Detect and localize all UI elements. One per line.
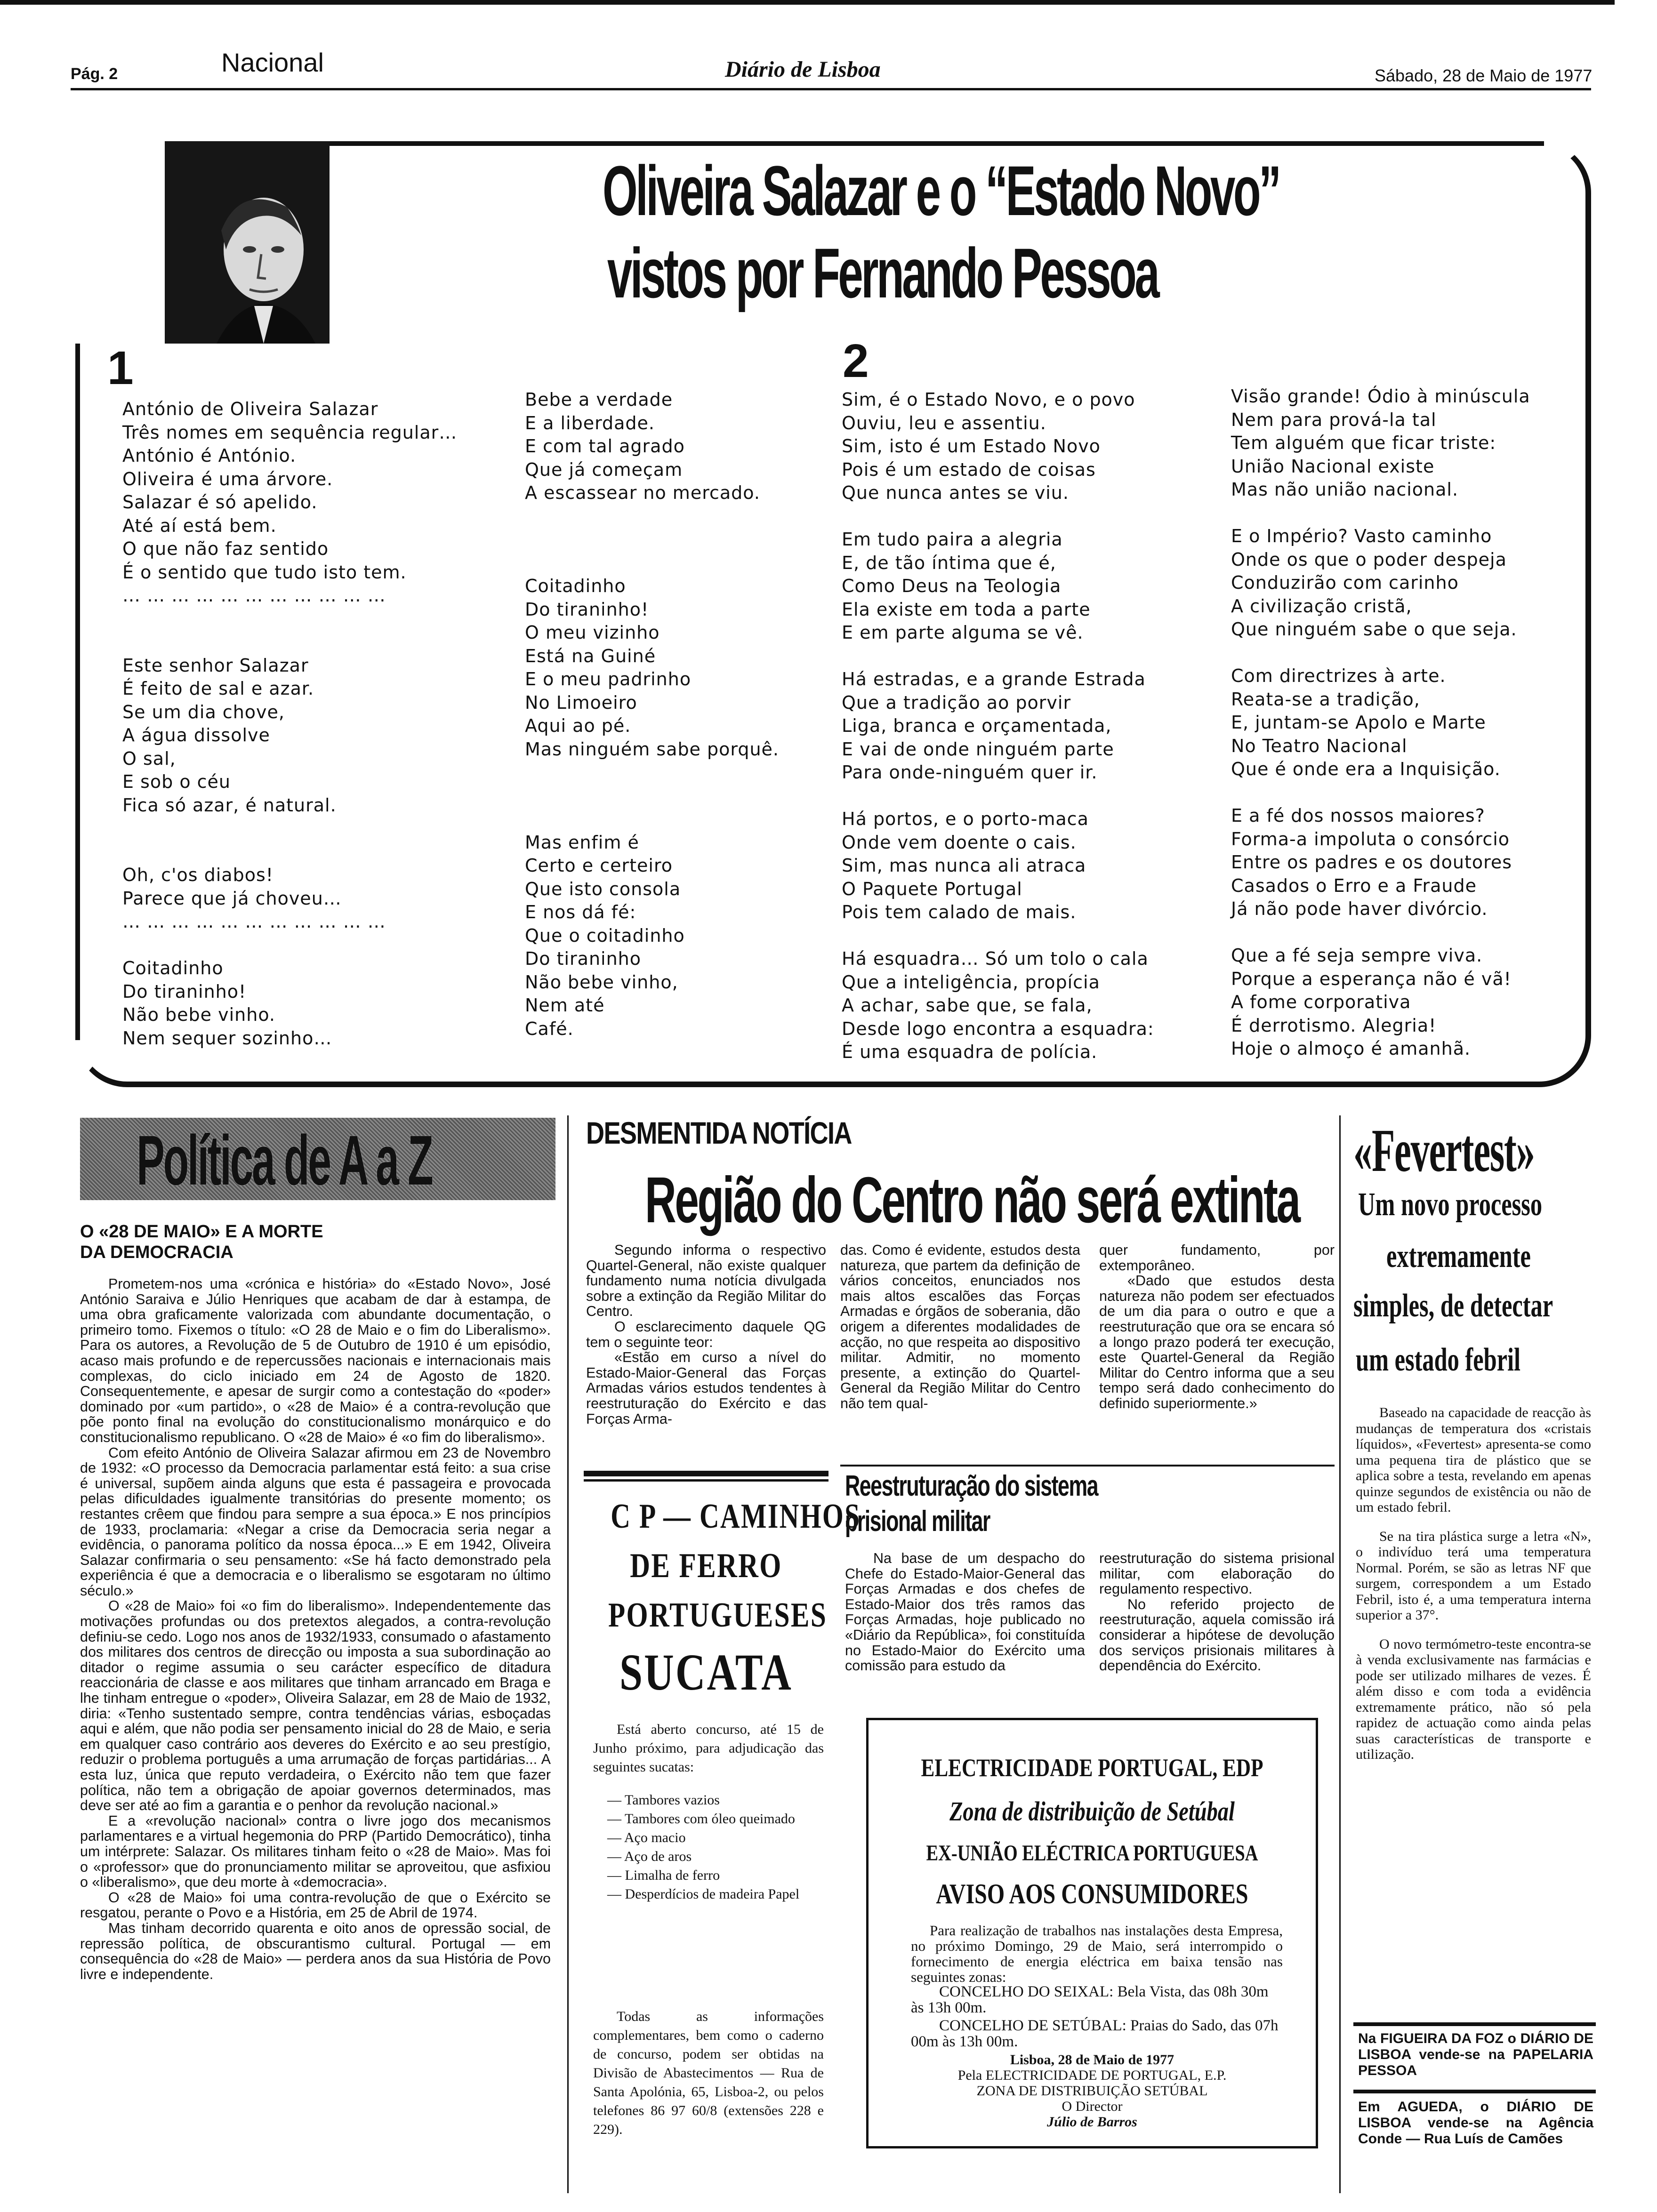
- poem-line: Mas não união nacional.: [1231, 479, 1459, 500]
- cp-line-3: PORTUGUESES: [608, 1596, 828, 1635]
- poem-line: Este senhor Salazar: [122, 655, 309, 676]
- poem-line: No Teatro Nacional: [1231, 735, 1408, 756]
- paragraph: Segundo informa o respectivo Quartel-General, não existe qualquer fundamento numa notícia divulgada sobre a extinção da Região Militar do Centro.: [586, 1242, 826, 1320]
- reestruturacao-col2: [1099, 1551, 1335, 1674]
- edp-signature-1: Lisboa, 28 de Maio de 1977: [1010, 2052, 1174, 2068]
- cp-item: — Tambores com óleo queimado: [607, 1811, 795, 1827]
- poem-line: Onde vem doente o cais.: [842, 832, 1077, 853]
- poem-line: O Paquete Portugal: [842, 878, 1022, 899]
- poem-line: Aqui ao pé.: [525, 715, 631, 736]
- poem-line: Bebe a verdade: [525, 389, 673, 410]
- poem-line: E o meu padrinho: [525, 669, 692, 689]
- az-headline-line2: DA DEMOCRACIA: [80, 1242, 233, 1262]
- poem-line: A civilização cristã,: [1231, 595, 1412, 617]
- poem-line: Café.: [525, 1018, 574, 1039]
- fevertest-sub-2: extremamente: [1386, 1238, 1531, 1274]
- poem-line: Que já começam: [525, 459, 683, 480]
- poem-line: Nem sequer sozinho…: [122, 1027, 332, 1049]
- poem-column-2: [525, 388, 779, 1041]
- fevertest-p2: Se na tira plástica surge a letra «N», o indivíduo terá uma temperatura Normal. Porém, se são as letras NF que surgem, correspondem a um Estado Febril, isto é, a uma temperatura interna superior a 37°.: [1356, 1528, 1591, 1623]
- cp-line-1: C P — CAMINHOS: [611, 1497, 861, 1536]
- poem-line: É o sentido que tudo isto tem.: [122, 561, 407, 583]
- salazar-portrait: [165, 141, 330, 344]
- edp-ad: [866, 1718, 1318, 2148]
- poem-line: Desde logo encontra a esquadra:: [842, 1018, 1154, 1039]
- poem-line: No Limoeiro: [525, 692, 637, 713]
- part-one-number: 1: [107, 342, 134, 394]
- poem-line: [1231, 502, 1530, 525]
- az-headline-line1: O «28 DE MAIO» E A MORTE: [80, 1222, 323, 1242]
- poem-line: … … … … … … … … … … …: [122, 585, 386, 606]
- fevertest-sub-4: um estado febril: [1356, 1342, 1520, 1378]
- poem-line: Há portos, e o porto-maca: [842, 809, 1089, 829]
- poem-line: Há estradas, e a grande Estrada: [842, 669, 1146, 689]
- fevertest-title: «Fevertest»: [1353, 1117, 1535, 1185]
- poem-line: Está na Guiné: [525, 645, 656, 666]
- edp-signature-3: ZONA DE DISTRIBUIÇÃO SETÚBAL: [976, 2083, 1208, 2099]
- poem-line: [842, 645, 1154, 668]
- page-number: Pág. 2: [71, 65, 118, 83]
- cp-items-list: [607, 1791, 824, 1904]
- edp-body: Para realização de trabalhos nas instalações desta Empresa, no próximo Domingo, 29 de Maio, será interrompido o fornecimento de energia eléctrica em baixa tensão nas seguintes zonas:: [911, 1922, 1283, 1985]
- feature-title-line2: vistos por Fernando Pessoa: [607, 233, 1158, 313]
- poem-line: Não bebe vinho,: [525, 971, 678, 993]
- poem-line: [525, 505, 779, 529]
- poem-line: Conduzirão com carinho: [1231, 572, 1459, 593]
- poem-line: E vai de onde ninguém parte: [842, 738, 1114, 760]
- top-rule: [0, 0, 1615, 5]
- edp-line-1: ELECTRICIDADE PORTUGAL, EDP: [921, 1754, 1263, 1782]
- poem-line: Que a fé seja sempre viva.: [1231, 945, 1483, 966]
- poem-line: Há esquadra… Só um tolo o cala: [842, 948, 1149, 969]
- poem-line: [842, 505, 1154, 529]
- paragraph: Prometem-nos uma «crónica e história» do «Estado Novo», José António Saraiva e Júlio Henriques que acabam de dar à estampa, de uma obra graficamente valorizada com abundante documentação, o primeiro tomo. Fixemos o título: «O 28 de Maio e o fim do Liberalismo». Para os autores, a Revolução de 5 de Outubro de 1910 é um episódio, acaso mais profundo e de repercussões nacionais e internacionais mais complexas, do ciclo iniciado em 24 de Agosto de 1820. Consequentemente, e apesar de surgir como a contestação do «poder» dominado por «um partido», o «28 de Maio» é a contra-revolução que põe ponto final na evolução do constitucionalismo monárquico e do constitucionalismo republicano. O «28 de Maio» é «o fim do liberalismo».: [80, 1276, 551, 1445]
- reestruturacao-top-rule: [840, 1465, 1335, 1467]
- column-divider-left: [567, 1115, 569, 2193]
- header-rule: [71, 88, 1591, 90]
- poem-line: [1231, 641, 1530, 665]
- poem-line: Salazar é só apelido.: [122, 492, 318, 513]
- poem-line: António é António.: [122, 445, 297, 466]
- poem-line: [1231, 921, 1530, 945]
- poem-line: Ela existe em toda a parte: [842, 599, 1091, 620]
- poem-line: É feito de sal e azar.: [122, 678, 314, 699]
- poem-line: Pois é um estado de coisas: [842, 459, 1096, 480]
- poem-line: E, de tão íntima que é,: [842, 552, 1056, 573]
- poem-line: [122, 608, 457, 631]
- reestruturacao-col2-p2: No referido projecto de reestruturação, aquela comissão irá considerar a hipótese de devolução dos serviços prisionais militares à dependência do Exército.: [1099, 1596, 1335, 1674]
- poem-line: Coitadinho: [122, 958, 224, 978]
- poem-line: [122, 934, 457, 957]
- az-banner: [80, 1118, 555, 1200]
- poem-line: E o Império? Vasto caminho: [1231, 526, 1492, 546]
- poem-line: Mas ninguém sabe porquê.: [525, 738, 780, 760]
- fevertest-body: [1356, 1405, 1591, 1763]
- poem-line: António de Oliveira Salazar: [122, 399, 378, 419]
- poem-line: E sob o céu: [122, 771, 231, 792]
- poem-line: Sim, mas nunca ali atraca: [842, 855, 1086, 876]
- poem-column-1: [122, 398, 457, 1050]
- poem-line: [122, 817, 457, 841]
- poem-line: [525, 761, 779, 785]
- poem-line: Como Deus na Teologia: [842, 576, 1062, 596]
- section-name: Nacional: [221, 48, 324, 77]
- poem-line: [525, 528, 779, 552]
- poem-line: Pois tem calado de mais.: [842, 902, 1077, 922]
- poem-line: O meu vizinho: [525, 622, 660, 643]
- poem-line: [842, 785, 1154, 808]
- poem-line: [525, 808, 779, 831]
- poem-line: E com tal agrado: [525, 436, 685, 457]
- poem-line: Hoje o almoço é amanhã.: [1231, 1038, 1471, 1059]
- poem-line: Coitadinho: [525, 576, 626, 596]
- poem-line: É derrotismo. Alegria!: [1231, 1015, 1437, 1036]
- cp-line-2: DE FERRO: [630, 1547, 782, 1585]
- reestruturacao-headline-1: Reestruturação do sistema: [845, 1470, 1098, 1502]
- poem-line: Onde os que o poder despeja: [1231, 549, 1507, 570]
- poem-line: Já não pode haver divórcio.: [1231, 898, 1488, 919]
- poem-line: Entre os padres e os doutores: [1231, 852, 1512, 873]
- cp-ad: [584, 1471, 861, 2191]
- poem-line: Oh, c'os diabos!: [122, 865, 273, 885]
- poem-line: Que a tradição ao porvir: [842, 692, 1071, 713]
- cp-item: — Desperdícios de madeira Papel: [607, 1886, 800, 1902]
- fevertest-box-rule-1: [1353, 2022, 1596, 2026]
- poem-line: Visão grande! Ódio à minúscula: [1231, 386, 1530, 407]
- edp-signature-4: O Director: [1062, 2099, 1123, 2114]
- page-header: [0, 0, 1657, 94]
- poem-line: A água dissolve: [122, 725, 270, 745]
- poem-line: E em parte alguma se vê.: [842, 622, 1084, 643]
- poem-line: O que não faz sentido: [122, 538, 329, 559]
- poem-line: Casados o Erro e a Fraude: [1231, 875, 1477, 896]
- poem-line: [525, 552, 779, 575]
- reestruturacao-col1: [845, 1551, 1085, 1674]
- reestruturacao-col1-text: Na base de um despacho do Chefe do Estado-Maior-General das Forças Armadas e dos chefes de Estado-Maior dos três ramos das Forças Armadas, hoje publicado no «Diário da República», foi constituída no Estado-Maior do Exército uma comissão para estudo da: [845, 1550, 1085, 1674]
- poem-line: [122, 631, 457, 654]
- fevertest-box-rule-2: [1353, 2090, 1596, 2093]
- feature-title-line1: Oliveira Salazar e o “Estado Novo”: [603, 151, 1279, 230]
- poem-line: Reata-se a tradição,: [1231, 689, 1420, 710]
- cp-item: — Aço macio: [607, 1830, 686, 1845]
- paragraph: das. Como é evidente, estudos desta natureza, que partem da definição de vários conceitos, enunciados nos mais altos escalões das Forças Armadas e órgãos de soberania, dão origem a diferentes modalidades de acção, no que respeita ao dispositivo militar. Admitir, no momento presente, a extinção do Quartel-General da Região Militar do Centro não tem qual-: [840, 1242, 1080, 1411]
- poem-line: Tem alguém que ficar triste:: [1231, 433, 1496, 453]
- edp-signature-5: Júlio de Barros: [1047, 2114, 1137, 2130]
- paragraph: Com efeito António de Oliveira Salazar afirmou em 23 de Novembro de 1932: «O processo da Democracia parlamentar está feito: a sua crise é universal, supõem ainda alguns que esta é passageira e provocada pelas dificuldades igualmente transitórias do presente momento; os restantes crêem que findou para sempre a sua época.» E nos princípios de 1933, proclamaria: «Negar a crise da Democracia seria negar a evidência, o panorama político da nossa época...» E em 1942, Oliveira Salazar confirmaria o seu pensamento: «Se há facto demonstrado pela experiência é que a democracia e o liberalismo se esgotaram no último século.»: [80, 1444, 551, 1599]
- poem-line: Fica só azar, é natural.: [122, 794, 337, 816]
- paragraph: «Dado que estudos desta natureza não podem ser efectuados de um dia para o outro e que a reestruturação que ora se encara só a longo prazo poderá ter execução, este Quartel-General da Região Militar do Centro informa que a seu tempo será dado conhecimento do definido superiormente.»: [1099, 1273, 1335, 1411]
- portrait-svg: [165, 141, 330, 344]
- part-two-number: 2: [843, 335, 869, 387]
- fevertest-p1: Baseado na capacidade de reacção às mudanças de temperatura dos «cristais líquidos», «Fevertest» apresenta-se como uma pequena tira de plástico que se aplica sobre a testa, revelando em apenas quinze segundos de existência ou não de um estado febril.: [1356, 1405, 1591, 1515]
- poem-line: É uma esquadra de polícia.: [842, 1042, 1098, 1062]
- issue-date: Sábado, 28 de Maio de 1977: [1375, 66, 1593, 85]
- poem-line: Mas enfim é: [525, 832, 639, 853]
- edp-zone-1: CONCELHO DO SEIXAL: Bela Vista, das 08h 30m às 13h 00m.: [911, 1983, 1269, 2016]
- cp-item: — Aço de aros: [607, 1849, 692, 1864]
- poem-line: Que nunca antes se viu.: [842, 482, 1069, 503]
- poem-line: Se um dia chove,: [122, 701, 285, 722]
- poem-line: Que o coitadinho: [525, 925, 685, 946]
- poem-line: … … … … … … … … … … …: [122, 911, 386, 932]
- poem-line: Do tiraninho: [525, 948, 642, 969]
- cp-item: — Limalha de ferro: [607, 1867, 720, 1883]
- az-banner-text: Política de A a Z: [137, 1121, 432, 1200]
- desmentida-column-1: [586, 1242, 826, 1427]
- poem-line: Três nomes em sequência regular…: [122, 422, 458, 443]
- poem-line: [842, 924, 1154, 948]
- edp-line-3: EX-UNIÃO ELÉCTRICA PORTUGUESA: [926, 1841, 1258, 1866]
- cp-footer: Todas as informações complementares, bem como o caderno de concurso, podem ser obtidas na Divisão de Abastecimentos — Rua de Santa Apolónia, 65, Lisboa-2, ou pelos telefones 86 97 60/8 (extensões 228 e 229).: [593, 2009, 824, 2137]
- poem-line: [1231, 781, 1530, 805]
- poem-line: Ouviu, leu e assentiu.: [842, 412, 1046, 433]
- paragraph: «Estão em curso a nível do Estado-Maior-General das Forças Armadas vários estudos tendentes à reestruturação do Exército e das Forças Arma-: [586, 1349, 826, 1427]
- poem-line: Porque a esperança não é vã!: [1231, 968, 1512, 989]
- poem-line: E a fé dos nossos maiores?: [1231, 805, 1485, 826]
- fevertest-sub-1: Um novo processo: [1358, 1186, 1543, 1223]
- edp-line-4: AVISO AOS CONSUMIDORES: [936, 1878, 1248, 1909]
- agueda-box: Em AGUEDA, o DIÁRIO DE LISBOA vende-se na Agência Conde — Rua Luís de Camões: [1358, 2099, 1593, 2147]
- poem-line: Forma-a impoluta o consórcio: [1231, 828, 1510, 850]
- poem-line: Que a inteligência, propícia: [842, 971, 1100, 993]
- cp-ad-top-rule-2: [584, 1479, 828, 1482]
- fevertest-sub-3: simples, de detectar: [1353, 1288, 1553, 1324]
- desmentida-column-3: [1099, 1242, 1335, 1411]
- paragraph: Mas tinham decorrido quarenta e oito anos de opressão social, de repressão política, de obscurantismo cultural. Portugal — em consequência do «28 de Maio» — perdera anos da sua História de Povo livre e independente.: [80, 1920, 551, 1982]
- poem-line: Liga, branca e orçamentada,: [842, 715, 1112, 736]
- paragraph: O «28 de Maio» foi uma contra-revolução de que o Exército se resgatou, perante o Povo e a História, em 25 de Abril de 1974.: [80, 1889, 551, 1921]
- reestruturacao-col2-p1: reestruturação do sistema prisional militar, com elaboração do regulamento respectivo.: [1099, 1550, 1335, 1597]
- paragraph: O esclarecimento daquele QG tem o seguinte teor:: [586, 1318, 826, 1350]
- poem-line: Nem até: [525, 995, 605, 1016]
- poem-line: E a liberdade.: [525, 412, 655, 433]
- paragraph: O «28 de Maio» foi «o fim do liberalismo». Independentemente das motivações profundas ou dos pretextos alegados, a contra-revolução definiu-se cedo. Logo nos anos de 1932/1933, consumado o afastamento dos militares dos centros de direcção ou imposta a sua subordinação ao ditador o regime assumia o seu carácter específico de ditadura reaccionária de classe e aos militares que tinham arrancado em Braga e lhe tinham entregue o «poder», Oliveira Salazar, em 28 de Maio de 1932, diria: «Tenho sustentado sempre, contra tendências várias, esboçadas aqui e além, que não podia ser pensamento inicial do 28 de Maio, e seria em qualquer caso contrário aos deveres do Exército e ao seu prestígio, reduzir o problema português a uma arrumação de forças partidárias... A esta luz, única que reputo verdadeira, o Exército não tem que fazer política, não tem a obrigação de apoiar governos determinados, mas deve ser até ao fim a garantia e o penhor da revolução nacional.»: [80, 1598, 551, 1814]
- paragraph: E a «revolução nacional» contra o livre jogo dos mecanismos parlamentares e a virtual hegemonia do PRP (Partido Democrático), tinha um intérprete: Salazar. Os militares tinham feito o «28 de Maio». Mas foi o «professor» que do pronunciamento militar se aproveitou, que asfixiou o «liberalismo», que deu morte à «democracia».: [80, 1812, 551, 1891]
- fevertest-p3: O novo termómetro-teste encontra-se à venda exclusivamente nas farmácias e pode ser utilizado milhares de vezes. É além disso e com toda a evidência extremamente prático, não só pela rapidez de actuação como ainda pelas suas características de transporte e utilização.: [1356, 1636, 1591, 1762]
- feature-left-rule: [75, 344, 80, 1040]
- desmentida-kicker: DESMENTIDA NOTÍCIA: [586, 1115, 852, 1150]
- poem-line: [525, 785, 779, 808]
- poem-line: Parece que já choveu…: [122, 888, 342, 909]
- poem-line: União Nacional existe: [1231, 456, 1435, 477]
- poem-line: [122, 841, 457, 864]
- reestruturacao-headline-2: prisional militar: [845, 1505, 990, 1538]
- poem-line: E nos dá fé:: [525, 902, 636, 922]
- poem-line: Em tudo paira a alegria: [842, 529, 1063, 550]
- poem-line: Não bebe vinho.: [122, 1004, 275, 1025]
- poem-column-3: [842, 388, 1154, 1064]
- poem-line: Com directrizes à arte.: [1231, 665, 1446, 686]
- poem-line: Que ninguém sabe o que seja.: [1231, 619, 1517, 640]
- poem-line: Sim, isto é um Estado Novo: [842, 436, 1101, 457]
- poem-line: Nem para prová-la tal: [1231, 409, 1437, 430]
- poem-line: Do tiraninho!: [122, 981, 247, 1002]
- edp-line-2: Zona de distribuição de Setúbal: [949, 1796, 1235, 1827]
- poem-line: Certo e certeiro: [525, 855, 673, 876]
- poem-line: E, juntam-se Apolo e Marte: [1231, 712, 1486, 733]
- poem-line: Oliveira é uma árvore.: [122, 468, 333, 489]
- desmentida-headline: Região do Centro não será extinta: [645, 1164, 1299, 1236]
- column-divider-right: [1339, 1115, 1341, 2193]
- edp-signature-2: Pela ELECTRICIDADE DE PORTUGAL, E.P.: [957, 2068, 1227, 2083]
- cp-ad-top-rule: [584, 1471, 828, 1476]
- cp-line-4: SUCATA: [619, 1643, 793, 1701]
- poem-line: Que é onde era a Inquisição.: [1231, 759, 1501, 779]
- poem-line: Que isto consola: [525, 878, 681, 899]
- poem-line: Até aí está bem.: [122, 515, 277, 536]
- poem-line: A achar, sabe que, se fala,: [842, 995, 1093, 1016]
- poem-line: A fome corporativa: [1231, 992, 1411, 1012]
- poem-line: O sal,: [122, 748, 176, 769]
- masthead: Diário de Lisboa: [725, 57, 881, 82]
- edp-zone-2: CONCELHO DE SETÚBAL: Praias do Sado, das 07h 00m às 13h 00m.: [911, 2017, 1279, 2050]
- az-article-body: [80, 1276, 551, 1982]
- cp-intro: Está aberto concurso, até 15 de Junho próximo, para adjudicação das seguintes sucatas:: [593, 1722, 824, 1775]
- cp-item: — Tambores vazios: [607, 1792, 720, 1808]
- poem-column-4: [1231, 385, 1530, 1061]
- paragraph: quer fundamento, por extemporâneo.: [1099, 1242, 1335, 1274]
- desmentida-column-2: [840, 1242, 1080, 1411]
- poem-line: Para onde-ninguém quer ir.: [842, 762, 1098, 783]
- poem-line: Sim, é o Estado Novo, e o povo: [842, 389, 1135, 410]
- poem-line: Do tiraninho!: [525, 599, 649, 620]
- feature-top-rule: [330, 141, 1544, 146]
- poem-line: A escassear no mercado.: [525, 482, 760, 503]
- figueira-box: Na FIGUEIRA DA FOZ o DIÁRIO DE LISBOA vende-se na PAPELARIA PESSOA: [1358, 2031, 1593, 2078]
